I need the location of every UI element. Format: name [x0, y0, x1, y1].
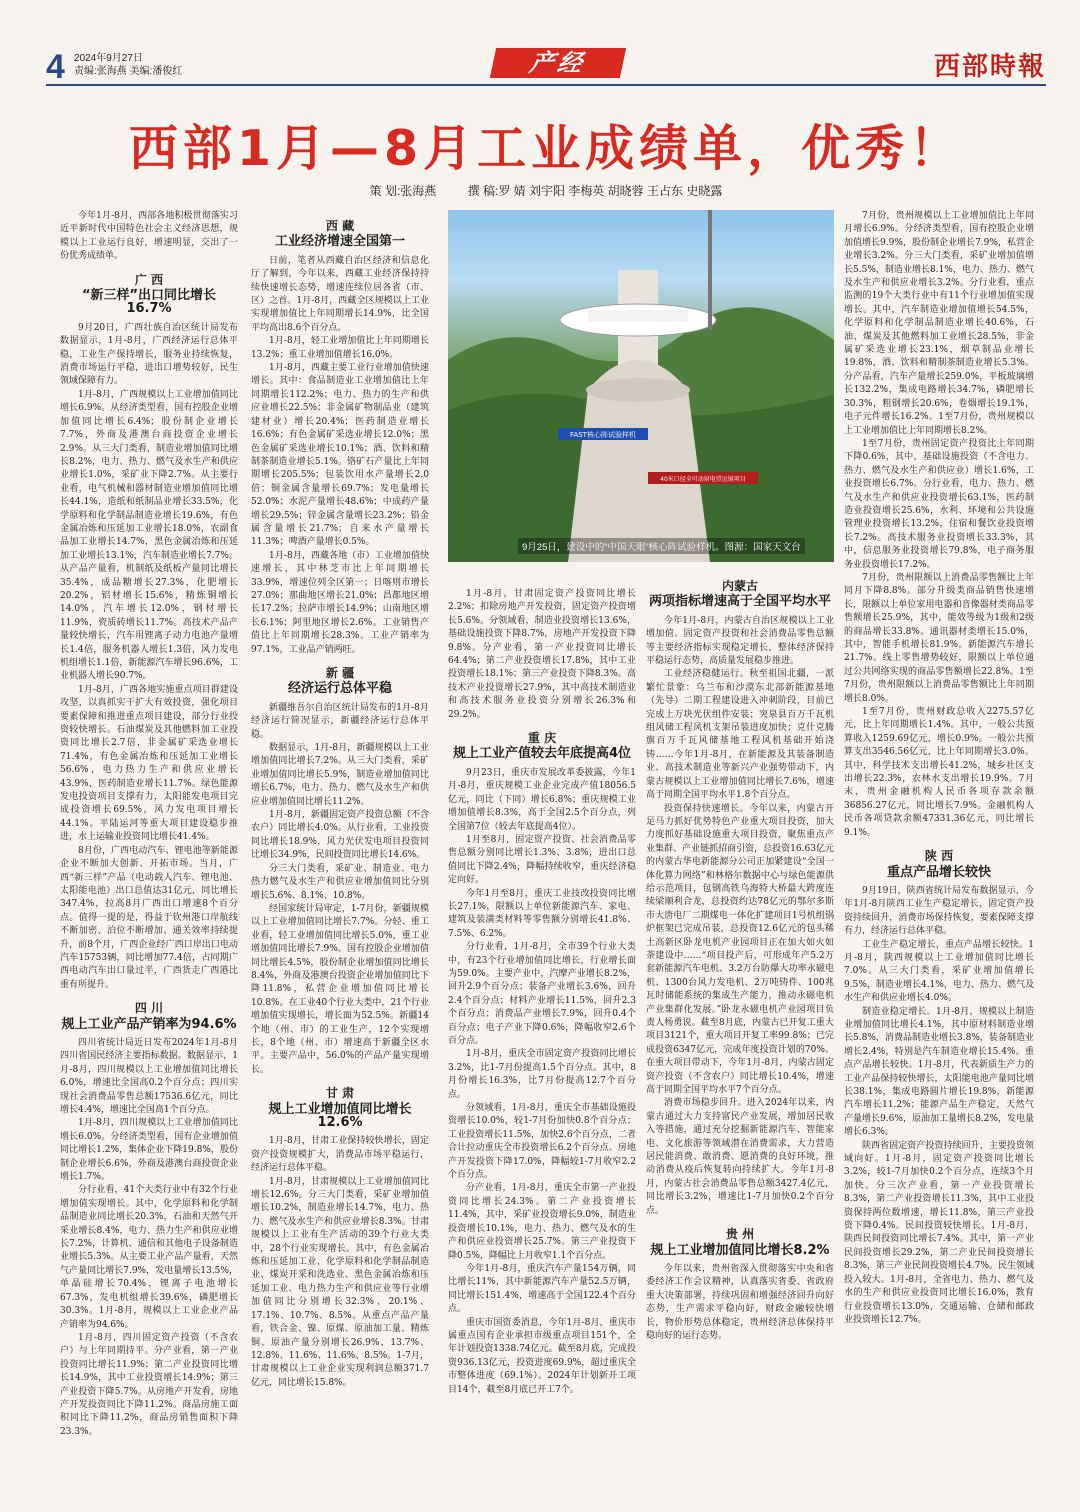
paragraph: 1月-8月，广西各地实施重点项目群建设攻坚，以真抓实干扩大有效投资，强化项目要素保障和推进重点项目建设，部分行业投资较快增长。石油煤炭及其他燃料加工业投资同比增长2.7倍，非金属矿采选业增长71.4%，有色金属冶炼和压延加工业增长56.6%，电力热力生产和供应业增长43.9%，医药制造业增长11.7%。绿色能源发电投资项目支撑有力，太阳能发电项目完成投资增长69.5%，风力发电项目增长44.1%。平陆运河等重大项目建设稳步推进，水上运输业投资同比增长41.4%。 — [60, 684, 238, 843]
paragraph: 9月20日，广西壮族自治区统计局发布数据显示，1月-8月，广西经济运行总体平稳，工业生产保持增长，服务业持续恢复，消费市场运行平稳，进出口增势较好，民生领域保障有力。 — [60, 322, 238, 387]
paragraph: 分三大门类看，采矿业、制造业、电力热力燃气及水生产和供应业增加值同比分别增长5.6%、8.1%、10.8%。 — [251, 863, 429, 901]
paragraph: 1月-8月，西藏各地（市）工业增加值快速增长，其中林芝市比上年同期增长33.9%，增速位列全区第一；日喀则市增长27.0%；那曲地区增长21.0%；昌都地区增长17.2%；拉萨市增长14.9%；山南地区增长6.1%；阿里地区增长2.6%。工业销售产值比上年同期增长28.3%。工业产销率为97.1%，工业品产销两旺。 — [251, 550, 429, 655]
paragraph: 7月份，贵州规模以上工业增加值比上年同月增长6.9%。分经济类型看，国有控股企业增加值增长9.9%，股份制企业增长7.9%，私营企业增长3.2%。分三大门类看，采矿业增加值增长5.5%，制造业增长8.1%，电力、热力、燃气及水生产和供应业增长3.2%。分行业看，重点监测的19个大类行业中有11个行业增加值实现增长。其中，汽车制造业增加值增长54.5%，化学原料和化学制品制造业增长40.6%，石油、煤炭及其他燃料加工业增长28.5%，非金属矿采选业增长23.1%，烟草制品业增长19.8%，酒、饮料和精制茶制造业增长5.3%。分产品看，汽车产量增长259.0%，平板玻璃增长132.2%，集成电路增长34.7%，磷肥增长30.3%，粗钢增长20.6%，卷烟增长19.1%，电子元件增长16.2%。1至7月份，贵州规模以上工业增加值比上年同期增长8.2%。 — [844, 211, 1034, 436]
photo-sign-2: 40米口径全可动射电望远镜项目 — [660, 476, 746, 483]
paragraph: 1月-8月，甘肃固定资产投资同比增长2.2%；扣除房地产开发投资，固定资产投资增长5.6%。分领域看，制造业投资增长13.6%，基础设施投资下降8.7%，房地产开发投资下降9.8%。分产业看，第一产业投资同比增长64.4%；第二产业投资增长17.8%，其中工业投资增长18.1%；第三产业投资下降8.3%。高技术产业投资增长27.9%，其中高技术制造业和高技术服务业投资分别增长26.3%和29.2%。 — [448, 589, 636, 720]
photo-caption: 9月25日，建设中的“中国天眼”核心阵试验样机。图源：国家天文台 — [518, 538, 805, 554]
paragraph: 今年1月至8月，重庆工业技改投资同比增长27.1%，限额以上单位新能源汽车、家电、建筑及装潢类材料等零售额分别增长41.8%、7.5%、6.2%。 — [448, 888, 636, 939]
paragraph: 今年以来，贵州省深入贯彻落实中央和省委经济工作会议精神，认真落实省委、省政府重大决策部署，持续巩固和增强经济回升向好态势，生产需求平稳向好，财政金融较快增长，物价形势总体稳定，贵州经济总体保持平稳向好的运行态势。 — [646, 1263, 834, 1341]
paragraph: 分领域看，1月-8月，重庆全市基础设施投资增长10.0%，较1-7月份加快0.8个百分点；工业投资增长11.5%，加快2.6个百分点，二者合计拉动重庆全市投资增长6.2个百分点。房地产开发投资下降17.0%，降幅较1-7月收窄2.2个百分点。 — [448, 1103, 636, 1181]
column-1 — [60, 210, 238, 1439]
newspaper-logo: 西部時報 — [933, 52, 1046, 82]
paragraph: 1月-8月，广西规模以上工业增加值同比增长6.9%。从经济类型看，国有控股企业增加值同比增长6.4%；股份制企业增长7.7%，外商及港澳台商投资企业增长2.9%。从三大门类看，制造业增加值同比增长8.2%，电力、热力、燃气及水生产和供应业增长1.0%，采矿业下降2.7%。从主要行业看，电气机械和器材制造业增加值同比增长44.1%，造纸和纸制品业增长33.5%，化学原料和化学制品制造业增长19.6%，有色金属冶炼和压延加工业增长18.0%，农副食品加工业增长14.7%，黑色金属冶炼和压延加工业增长13.1%，汽车制造业增长7.7%。从产品产量看，机制纸及纸板产量同比增长35.4%，成品糖增长27.3%，化肥增长20.2%，铝材增长15.6%，精炼铜增长14.0%，汽车增长12.0%，钢材增长11.9%，瓷质砖增长11.7%。高技术产品产量较快增长，汽车用锂离子动力电池产量增长1.4倍，服务机器人增长1.3倍，风力发电机组增长1.1倍，新能源汽车增长96.6%，工业机器人增长90.7%。 — [60, 389, 238, 682]
intro-paragraph: 今年1月-8月，西部各地积极贯彻落实习近平新时代中国特色社会主义经济思想，规模以上工业运行良好，增速明显，交出了一份优秀成绩单。 — [60, 211, 238, 262]
paragraph: 今年1月-8月，重庆汽车产量154万辆，同比增长11%，其中新能源汽车产量52.5万辆，同比增长151.4%，增速高于全国122.4个百分点。 — [448, 1263, 636, 1315]
region-gansu: 甘 肃 — [325, 1086, 355, 1101]
paragraph: 四川省统计局近日发布2024年1月-8月四川省国民经济主要指标数据。数据显示，1月-8月，四川规模以上工业增加值同比增长6.0%，增速比全国高0.2个百分点；四川实现社会消费品零售总额17536.6亿元，同比增长4.4%，增速比全国高1个百分点。 — [60, 1037, 238, 1115]
paragraph: 数据显示，1月-8月，新疆规模以上工业增加值同比增长7.2%。从三大门类看，采矿业增加值同比增长5.9%，制造业增加值同比增长6.7%，电力、热力、燃气及水生产和供应业增加值同比增长11.2%。 — [251, 743, 429, 807]
paragraph: 1月-8月，轻工业增加值比上年同期增长13.2%；重工业增加值增长16.0%。 — [251, 336, 429, 360]
telescope-illustration — [448, 210, 834, 562]
region-neimenggu: 内蒙古 — [721, 579, 758, 593]
paragraph: 制造业稳定增长。1月-8月，规模以上制造业增加值同比增长4.1%，其中原材料制造业增长5.8%，消费品制造业增长3.8%，装备制造业增长2.4%，特别是汽车制造业增长15.4%。重点产品增长较快。1月-8月，代表新质生产力的工业产品保持较快增长，太阳能电池产量同比增长38.1%，集成电路圆片增长19.8%，新能源汽车增长11.2%；能源产品生产稳定，天然气产量增长9.6%，原油加工量增长8.2%，发电量增长6.3%。 — [844, 1006, 1034, 1138]
title-chongqing: 规上工业产值较去年底提高4位 — [452, 746, 632, 762]
title-neimenggu: 两项指标增速高于全国平均水平 — [648, 594, 831, 610]
paragraph: 9月23日，重庆市发展改革委披露，今年1月-8月，重庆规模工业企业完成产值18056.5亿元，同比（下同）增长6.8%；重庆规模工业增加值增长8.3%，高于全国2.5个百分点，列全国第7位（较去年底提高4位）。 — [448, 767, 636, 832]
title-xinjiang: 经济运行总体平稳 — [287, 681, 392, 697]
title-guizhou: 规上工业增加值同比增长8.2% — [650, 1242, 830, 1258]
masthead-rule — [46, 84, 1046, 86]
paragraph: 1月-8月，四川固定资产投资（不含农户）与上年同期持平。分产业看，第一产业投资同比增长11.9%；第二产业投资同比增长14.9%，其中工业投资增长14.9%；第三产业投资下降5.7%。从房地产开发看，房地产开发投资同比下降11.2%。商品房施工面积同比下降11.2%，商品房销售面积下降23.3%。 — [60, 1332, 238, 1437]
column-3 — [448, 588, 636, 1397]
region-xizang: 西 藏 — [325, 219, 355, 233]
byline — [46, 182, 1046, 199]
paragraph: 1月-8月，新疆固定资产投资总额（不含农户）同比增长4.0%。从行业看，工业投资同比增长18.9%，风力光伏发电项目投资同比增长34.9%，民间投资同比增长14.6%。 — [251, 810, 429, 861]
paragraph: 1月至8月，固定资产投资、社会消费品零售总额分别同比增长1.3%、3.8%，进出口总值同比下降2.4%，降幅持续收窄，重庆经济稳定向好。 — [448, 834, 636, 886]
issue-date: 2024年9月27日 — [74, 53, 143, 64]
region-xinjiang: 新 疆 — [325, 666, 355, 680]
column-4 — [646, 570, 834, 1343]
page-number: 4 — [46, 48, 65, 86]
paragraph: 分行业看，41个大类行业中有32个行业增加值实现增长。其中，化学原料和化学制品制造业同比增长20.3%，石油和天然气开采业增长8.4%，电力、热力生产和供应业增长7.2%，计算机、通信和其他电子设备制造业增长5.3%。从主要工业产品产量看，天然气产量同比增长7.9%，发电量增长13.5%，单晶硅增长70.4%，锂离子电池增长67.3%，发电机组增长39.6%，磷肥增长30.3%。1月-8月，规模以上工业企业产品产销率为94.6%。 — [60, 1185, 238, 1330]
title-xizang: 工业经济增速全国第一 — [274, 234, 405, 250]
column-5 — [844, 210, 1034, 1327]
region-guizhou: 贵 州 — [725, 1227, 755, 1242]
page-headline: 西部1月—8月工业成绩单，优秀！ — [128, 120, 964, 177]
paragraph: 9月19日，陕西省统计局发布数据显示，今年1月-8月陕西工业生产稳定增长，固定资产投资持续回升，消费市场保持恢复，要素保障支撑有力，经济运行总体平稳。 — [844, 885, 1034, 937]
title-sichuan: 规上工业产品产销率为94.6% — [61, 1016, 237, 1032]
masthead — [46, 42, 1046, 86]
paragraph: 1月-8月，甘肃规模以上工业增加值同比增长12.6%。分三大门类看，采矿业增加值增长10.2%，制造业增长14.7%，电力、热力、燃气及水生产和供应业增长8.3%。甘肃规模以上工业有生产活动的39个行业大类中，28个行业实现增长。其中，有色金属冶炼和压延加工业、化学原料和化学制品制造业、煤炭开采和洗选业、黑色金属冶炼和压延加工业、电力热力生产和供应业等行业增加值同比分别增长32.3%、20.1%、17.1%、10.7%、8.5%。从重点产品产量看，铁合金、镍、原煤、原油加工量、精炼铜、原油产量分别增长26.9%、13.7%、12.8%、11.6%、11.6%、8.5%。1-7月，甘肃规模以上工业企业实现利润总额371.7亿元，同比增长15.8%。 — [251, 1176, 429, 1388]
paragraph: 今年1月-8月，内蒙古自治区规模以上工业增加值、固定资产投资和社会消费品零售总额等主要经济指标实现稳定增长，整体经济保持平稳运行态势，高质量发展稳步推进。 — [646, 615, 834, 667]
paragraph: 8月份，广西电动汽车、锂电池等新能源企业不断加大创新、开拓市场。当月，广西“新三样”产品（电动载人汽车、锂电池、太阳能电池）出口总值达31亿元，同比增长347.4%，拉高8月广西出口增速8个百分点。值得一提的是，得益于钦州港口岸航线不断加密、泊位不断增加、通关效率持续提升，前8个月，广西企业经广西口岸出口电动汽车15753辆，同比增加77.4倍，占同期广西电动汽车出口量过半，广西货走广西港比重有所提升。 — [60, 845, 238, 990]
paragraph: 1至7月份，贵州固定资产投资比上年同期下降0.6%，其中，基础设施投资（不含电力、热力、燃气及水生产和供应业）增长1.6%，工业投资增长6.7%。分行业看，电力、热力、燃气及水生产和供应业投资增长63.1%，医药制造业投资增长25.6%，水利、环境和公共设施管理业投资增长13.2%，住宿和餐饮业投资增长7.2%。高技术服务业投资增长33.3%，其中，信息服务业投资增长79.8%，电子商务服务业投资增长17.2%。 — [844, 438, 1034, 570]
paragraph: 1月-8月，西藏主要工业行业增加值快速增长。其中：食品制造业工业增加值比上年同期增长112.2%；电力、热力的生产和供应业增长22.5%；非金属矿物制品业（建筑建材业）增长20.4%；医药制造业增长16.6%；有色金属矿采选业增长12.0%；黑色金属矿采选业增长10.1%；酒、饮料和精制茶制造业增长5.1%。铬矿石产量比上年同期增长205.5%；包装饮用水产量增长2.0倍；铜金属含量增长69.7%；发电量增长52.0%；水泥产量增长48.6%；中成药产量增长29.5%；锌金属含量增长23.2%；铅金属含量增长21.7%；自来水产量增长11.3%；啤酒产量增长0.5%。 — [251, 363, 429, 548]
photo-sign-1: FAST核心阵试验样机 — [570, 431, 636, 439]
section-tag: 产经 — [490, 48, 626, 78]
paragraph: 1月-8月，甘肃工业保持较快增长，固定资产投资规模扩大，消费品市场平稳运行，经济运行总体平稳。 — [251, 1136, 429, 1174]
paragraph: 分行业看，1月-8月，全市39个行业大类中，有23个行业增加值同比增长，行业增长面为59.0%。主要产业中，汽摩产业增长8.2%，回升2.9个百分点；装备产业增长3.6%，回升2.4个百分点；材料产业增长11.5%，回升2.3个百分点；消费品产业增长7.9%，回升0.4个百分点；电子产业下降0.6%，降幅收窄2.6个百分点。 — [448, 942, 636, 1046]
byline-writers: 撰 稿:罗 婧 刘宇阳 李梅英 胡晓蓉 王占东 史晓露 — [467, 184, 723, 198]
region-guangxi: 广 西 — [134, 272, 164, 287]
paragraph: 1月-8月，重庆全市固定资产投资同比增长3.2%，比1-7月份提高1.5个百分点。其中，8月份增长16.3%，比7月份提高12.7个百分点。 — [448, 1049, 636, 1100]
paragraph: 工业生产稳定增长，重点产品增长较快。1月-8月，陕西规模以上工业增加值同比增长7.0%。从三大门类看，采矿业增加值增长9.5%，制造业增长4.1%，电力、热力、燃气及水生产和供应业增长4.0%。 — [844, 939, 1034, 1004]
title-gansu: 规上工业增加值同比增长12.6% — [268, 1101, 412, 1130]
paragraph: 重庆市国资委消息，今年1月-8月，重庆市属重点国有企业承担市级重点项目151个，全年计划投资1338.74亿元。截至8月底，完成投资936.13亿元，投资进度69.9%，超过重庆全市整体进度（69.1%）。2024年计划新开工项目14个，截至8月底已开工7个。 — [448, 1317, 636, 1395]
title-guangxi: “新三样”出口同比增长16.7% — [81, 288, 217, 317]
column-2 — [251, 210, 429, 1390]
paragraph: 分产业看，1月-8月，重庆全市第一产业投资同比增长24.3%。第二产业投资增长11.4%，其中，采矿业投资增长9.0%，制造业投资增长10.1%，电力、热力、燃气及水的生产和供应业投资增长25.7%。第三产业投资下降0.5%，降幅比上月收窄1.1个百分点。 — [448, 1183, 636, 1261]
paragraph: 1月-8月，四川规模以上工业增加值同比增长6.0%。分经济类型看，国有企业增加值同比增长1.2%，集体企业下降19.8%，股份制企业增长6.6%，外商及港澳台商投资企业增长1.7%。 — [60, 1118, 238, 1183]
paragraph: 新疆维吾尔自治区统计局发布的1月-8月经济运行简况显示，新疆经济运行总体平稳。 — [251, 702, 429, 740]
telescope-photo — [448, 210, 834, 562]
paragraph: 日前，笔者从西藏自治区经济和信息化厅了解到，今年以来，西藏工业经济保持持续快速增长态势，增速连续位居各省（市、区）之首。1月-8月，西藏全区规模以上工业实现增加值比上年同期增长14.9%，比全国平均高出8.6个百分点。 — [251, 255, 429, 333]
paragraph: 7月份，贵州限额以上消费品零售额比上年同月下降8.8%。部分升级类商品销售快速增长，限额以上单位家用电器和音像器材类商品零售额增长25.9%，其中，能效等级为1级和2级的商品增长33.8%。通讯器材类增长15.0%，其中，智能手机增长81.9%。新能源汽车增长21.7%。线上零售增势较好，限额以上单位通过公共网络实现的商品零售额增长22.8%。1至7月份，贵州限额以上消费品零售额比上年同期增长8.0%。 — [844, 572, 1034, 704]
title-shaanxi: 重点产品增长较快 — [886, 864, 991, 880]
region-shaanxi: 陕 西 — [924, 849, 954, 864]
paragraph: 经国家统计局审定，1-7月份，新疆规模以上工业增加值同比增长7.7%。分轻、重工业看，轻工业增加值同比增长5.0%，重工业增加值同比增长7.9%。国有控股企业增加值同比增长4.5%，股份制企业增加值同比增长8.4%，外商及港澳台投资企业增加值同比下降11.8%，私营企业增加值同比增长10.8%。在工业40个行业大类中，21个行业增加值实现增长，增长面为52.5%。新疆14个地（州、市）的工业生产，12个实现增长，8个地（州、市）增速高于新疆全区水平。主要产品中，56.0%的产品产量实现增长。 — [251, 903, 429, 1075]
editors-credit: 责编:张海燕 美编:潘俊红 — [74, 66, 183, 77]
paragraph: 1至7月份，贵州财政总收入2275.57亿元，比上年同期增长1.4%。其中，一般公共预算收入1259.69亿元，增长0.9%。一般公共预算支出3546.56亿元，比上年同期增长3.0%。其中，科学技术支出增长41.2%，城乡社区支出增长22.3%，农林水支出增长19.9%。7月末，贵州金融机构人民币各项存款余额36856.27亿元，同比增长7.9%。金融机构人民币各项贷款余额47331.36亿元，同比增长9.1%。 — [844, 707, 1034, 838]
masthead-meta — [74, 52, 182, 78]
region-chongqing: 重 庆 — [527, 731, 557, 746]
paragraph: 工业经济稳健运行。秋至祖国北疆，一派繁忙景象：乌兰布和沙漠东北部新能源基地（先导）二期工程建设进入冲刺阶段，目前已完成上万块光伏组件安装；突泉县百万千瓦机组风储工程风机支架吊装进度加快；克什克腾旗百万千瓦风储基地工程风机基础开始浇铸……今年1月-8月，在新能源及其装备制造业、高技术制造业等新兴产业强势带动下，内蒙古规模以上工业增加值同比增长7.6%，增速高于同期全国平均水平1.8个百分点。 — [646, 669, 834, 801]
paragraph: 投资保持快速增长。今年以来，内蒙古开足马力抓好优势特色产业重大项目投资，加大力度抓好基础设施重大项目投资，聚焦重点产业集群、产业链抓招商引资，总投资16.63亿元的内蒙古华电新能源分公司正加紧建设“全国一体化算力网络”和林格尔数据中心与绿色能源供给示范项目，包钢高铁乌海特大桥最大跨度连续梁顺利合龙，总投资约达78亿元的鄂尔多斯市大唐电厂二期煤电一体化扩建项目1号机组锅炉框架已完成吊装，总投资12.6亿元的包头稀土高新区卧龙电机产业园项目正在加大如火如荼建设中……“项目投产后，可形成年产5.2万套新能源汽车电机、3.2万台防爆大功率永磁电机、1300台风力发电机、2万吨铸件、100兆瓦时储能系统的集成生产能力，推动永磁电机产业集群化发展。”卧龙永磁电机产业园项目负责人杨勇说。截至8月底，内蒙古已开复工重大项目3121个，重大项目开复工率99.8%；已完成投资6347亿元，完成年度投资计划的70%。在重大项目带动下，今年1月-8月，内蒙古固定资产投资（不含农户）同比增长10.4%，增速高于同期全国平均水平7个百分点。 — [646, 803, 834, 1096]
region-sichuan: 四 川 — [134, 1001, 164, 1016]
paragraph: 陕西省固定资产投资持续回升，主要投资领域向好。1月-8月，固定资产投资同比增长3.2%，较1-7月加快0.2个百分点，连续3个月加快。分三次产业看，第一产业投资增长8.3%，第二产业投资增长11.3%，其中工业投资保持两位数增速，增长11.8%，第三产业投资下降0.4%。民间投资较快增长。1月-8月，陕西民间投资同比增长7.4%。其中，第一产业民间投资增长29.2%，第二产业民间投资增长8.3%，第三产业民间投资增长4.7%。民生领域投入较大。1月-8月，全省电力、热力、燃气及水的生产和供应业投资同比增长16.0%，教育行业投资增长13.0%，交通运输、仓储和邮政业投资增长12.7%。 — [844, 1140, 1034, 1325]
paragraph: 消费市场稳步回升。进入2024年以来，内蒙古通过大力支持富民产业发展，增加居民收入等措施，通过充分挖掘新能源汽车、智能家电、文化旅游等领域潜在消费需求，大力营造居民能消费、敢消费、愿消费的良好环境，推动消费从疫后恢复转向持续扩大。今年1月-8月，内蒙古社会消费品零售总额3427.4亿元，同比增长3.2%，增速比1-7月加快0.2个百分点。 — [646, 1098, 834, 1216]
byline-planner: 策 划:张海燕 — [369, 184, 437, 198]
